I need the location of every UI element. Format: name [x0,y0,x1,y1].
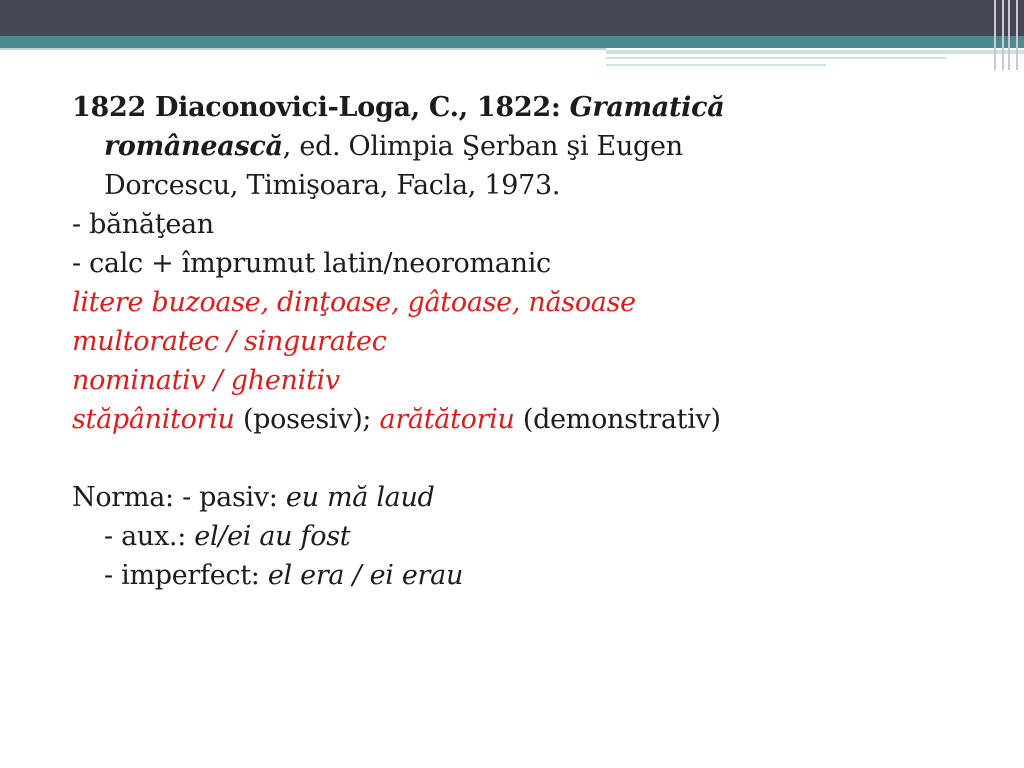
norma-pasiv-example: eu mă laud [285,482,435,513]
term-line-nominativ: nominativ / ghenitiv [72,365,340,396]
header-band-dark [0,0,1024,36]
norma-imperfect-label: - imperfect: [104,560,268,591]
term-line-litere: litere buzoase, dinţoase, gâtoase, năsoase [72,287,636,318]
header-rule [606,64,826,66]
vertical-bar [1002,0,1004,70]
norma-imperfect-example: el era / ei erau [267,560,464,591]
reference-author: 1822 Diaconovici-Loga, C., 1822: [72,92,570,123]
term-aratatoriu: arătătoriu [379,404,515,435]
vertical-bar [1016,0,1018,70]
norma-imperfect-line [72,556,972,595]
header-band-teal [0,36,1024,48]
bullet-banatean: - bănăţean [72,209,214,240]
reference-line-2 [72,127,972,166]
norma-aux-example: el/ei au fost [194,521,351,552]
reference-title: Gramatică [569,92,725,123]
reference-line-1 [72,88,972,127]
bullet-calc: - calc + împrumut latin/neoromanic [72,248,551,279]
vertical-bar [1008,0,1010,70]
term-line-multoratec: multoratec / singuratec [72,326,387,357]
reference-title-cont: românească [104,131,283,162]
norma-aux-label: - aux.: [104,521,195,552]
vertical-bar [994,0,996,70]
gloss-demonstrativ: (demonstrativ) [514,404,721,435]
norma-label: Norma: - pasiv: [72,482,286,513]
spacer [72,439,972,478]
norma-aux-line [72,517,972,556]
slide-body [72,88,972,595]
header-rule [0,48,606,50]
header-rule [606,57,946,59]
header-vertical-bars [990,0,1024,70]
gloss-posesiv: (posesiv); [234,404,380,435]
norma-pasiv-line [72,478,972,517]
term-line-pronouns [72,400,972,439]
reference-line-3: Dorcescu, Timişoara, Facla, 1973. [104,170,561,201]
reference-editors: , ed. Olimpia Şerban şi Eugen [282,131,683,162]
term-stapanitoriu: stăpânitoriu [72,404,235,435]
header-rule [606,50,1024,54]
